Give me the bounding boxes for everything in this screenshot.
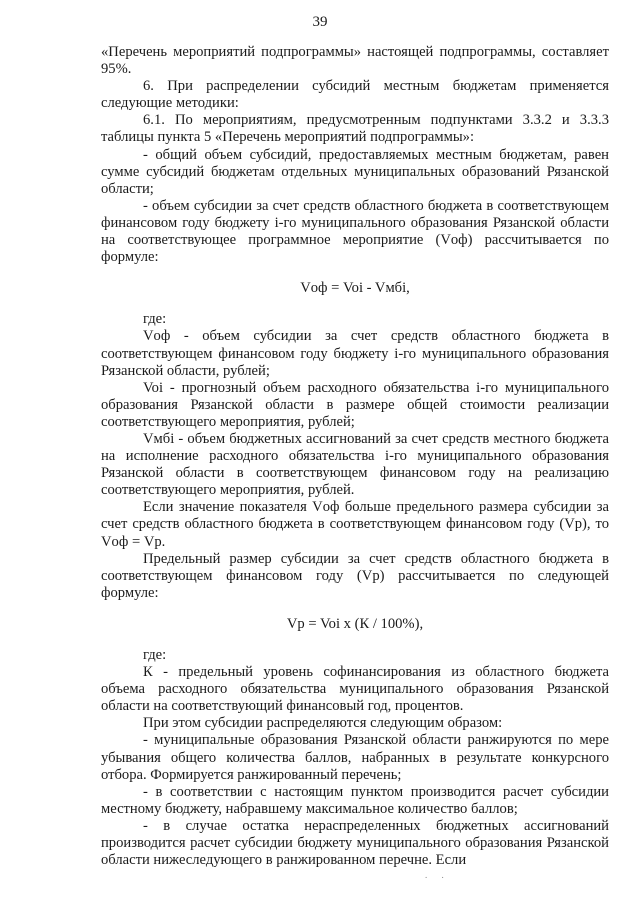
paragraph-bullet-remainder: - в случае остатка нераспределенных бюджетных ассигнований производится расчет субсидии бюджету муниципального образования Рязанской области нижеследующего в ранжированном перечне. Если — [101, 817, 609, 869]
paragraph-limit-rule: Если значение показателя Vоф больше предельного размера субсидии за счет средств областного бюджета в соответствующем финансовом году (Vp), то Vоф = Vp. — [101, 499, 609, 550]
paragraph-bullet-volume: - объем субсидии за счет средств областного бюджета в соответствующем финансовом году бюджету i-го муниципального образования Рязанской области на соответствующее программное мероприятие (Vоф) рассчитывается по формуле: — [101, 197, 609, 266]
definition-k: К - предельный уровень софинансирования из областного бюджета объема расходного обязательства муниципального образования Рязанской области на соответствующий финансовый год, процентов. — [101, 664, 609, 715]
paragraph-bullet-total: - общий объем субсидий, предоставляемых местным бюджетам, равен сумме субсидий бюджетам отдельных муниципальных образований Рязанской области; — [101, 146, 609, 197]
definition-voph: Vоф - объем субсидии за счет средств областного бюджета в соответствующем финансовом году бюджету i-го муниципального образования Рязанской области, рублей; — [101, 328, 609, 379]
paragraph-bullet-max: - в соответствии с настоящим пунктом производится расчет субсидии местному бюджету, набравшему максимальное количество баллов; — [101, 783, 609, 817]
paragraph-item-6: 6. При распределении субсидий местным бюджетам применяется следующие методики: — [101, 78, 609, 112]
paragraph-continuation: «Перечень мероприятий подпрограммы» настоящей подпрограммы, составляет 95%. — [101, 44, 609, 78]
definition-voi: Voi - прогнозный объем расходного обязательства i-го муниципального образования Рязанской области в размере общей стоимости реализации соответствующего мероприятия, рублей; — [101, 379, 609, 430]
paragraph-limit-formula-intro: Предельный размер субсидии за счет средств областного бюджета в соответствующем финансовом году (Vp) рассчитывается по следующей формуле: — [101, 550, 609, 601]
where-label-2: где: — [143, 647, 167, 663]
definition-vmbi: Vмбi - объем бюджетных ассигнований за счет средств местного бюджета на исполнение расходного обязательства i-го муниципального образования Рязанской области в соответствующем финансовом году на реализацию соответствующего мероприятия, рублей. — [101, 430, 609, 499]
formula-vp: Vp = Voi x (К / 100%), — [286, 615, 424, 632]
document-body — [101, 44, 609, 869]
scan-marks: . . — [425, 870, 450, 880]
formula-voph: Vоф = Voi - Vмбi, — [300, 280, 410, 297]
paragraph-distribution: При этом субсидии распределяются следующим образом: — [143, 715, 503, 732]
paragraph-bullet-ranking: - муниципальные образования Рязанской области ранжируются по мере убывания общего количества баллов, набранных в результате конкурсного отбора. Формируется ранжированный перечень; — [101, 732, 609, 783]
where-label-1: где: — [143, 311, 167, 328]
page-number: 39 — [312, 14, 328, 30]
paragraph-item-6-1: 6.1. По мероприятиям, предусмотренным подпунктами 3.3.2 и 3.3.3 таблицы пункта 5 «Перечень мероприятий подпрограммы»: — [101, 112, 609, 146]
